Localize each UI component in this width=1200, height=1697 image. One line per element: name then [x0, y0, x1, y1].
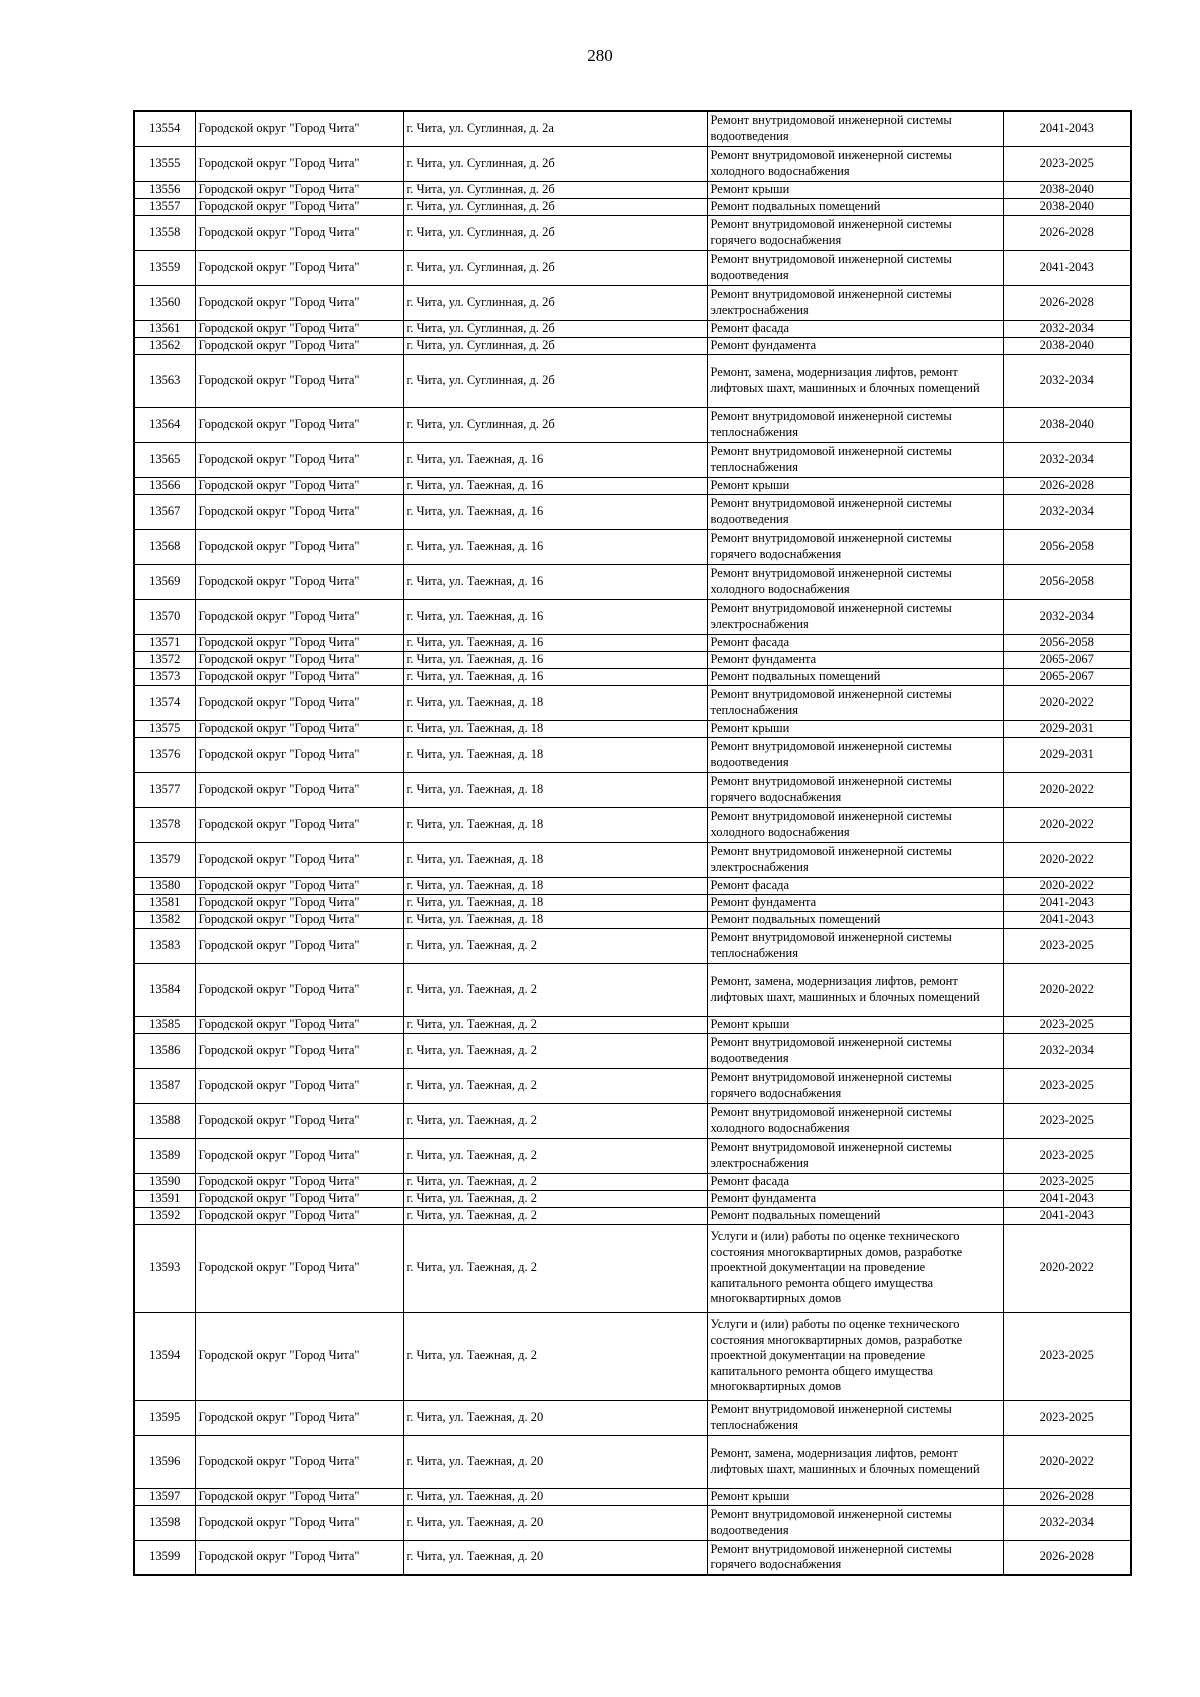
row-number-cell: 13588: [134, 1103, 195, 1138]
municipality-cell: Городской округ "Город Чита": [195, 494, 403, 529]
table-row: [134, 963, 1131, 1016]
row-number-cell: 13566: [134, 477, 195, 494]
row-number-cell: 13596: [134, 1435, 195, 1488]
table-row: [134, 337, 1131, 354]
table-row: [134, 668, 1131, 685]
planned-years-cell: 2041-2043: [1003, 1190, 1131, 1207]
row-number-cell: 13597: [134, 1488, 195, 1505]
work-type-cell: Ремонт крыши: [707, 720, 1003, 737]
planned-years-cell: 2026-2028: [1003, 1488, 1131, 1505]
work-type-cell: Ремонт внутридомовой инженерной системы электроснабжения: [707, 285, 1003, 320]
planned-years-cell: 2020-2022: [1003, 1435, 1131, 1488]
planned-years-cell: 2038-2040: [1003, 337, 1131, 354]
table-row: [134, 1400, 1131, 1435]
work-type-cell: Ремонт внутридомовой инженерной системы горячего водоснабжения: [707, 1068, 1003, 1103]
table-row: [134, 181, 1131, 198]
work-type-cell: Ремонт внутридомовой инженерной системы горячего водоснабжения: [707, 215, 1003, 250]
planned-years-cell: 2041-2043: [1003, 111, 1131, 146]
table-row: [134, 215, 1131, 250]
planned-years-cell: 2020-2022: [1003, 685, 1131, 720]
municipality-cell: Городской округ "Город Чита": [195, 477, 403, 494]
work-type-cell: Ремонт внутридомовой инженерной системы теплоснабжения: [707, 442, 1003, 477]
address-cell: г. Чита, ул. Таежная, д. 2: [403, 1312, 707, 1400]
municipality-cell: Городской округ "Город Чита": [195, 1435, 403, 1488]
municipality-cell: Городской округ "Город Чита": [195, 198, 403, 215]
planned-years-cell: 2023-2025: [1003, 1400, 1131, 1435]
address-cell: г. Чита, ул. Таежная, д. 18: [403, 737, 707, 772]
address-cell: г. Чита, ул. Таежная, д. 16: [403, 651, 707, 668]
planned-years-cell: 2032-2034: [1003, 494, 1131, 529]
row-number-cell: 13565: [134, 442, 195, 477]
address-cell: г. Чита, ул. Таежная, д. 18: [403, 842, 707, 877]
row-number-cell: 13561: [134, 320, 195, 337]
table-body: [134, 111, 1131, 1575]
work-type-cell: Ремонт крыши: [707, 1016, 1003, 1033]
work-type-cell: Ремонт внутридомовой инженерной системы горячего водоснабжения: [707, 772, 1003, 807]
municipality-cell: Городской округ "Город Чита": [195, 1207, 403, 1224]
planned-years-cell: 2038-2040: [1003, 198, 1131, 215]
planned-years-cell: 2065-2067: [1003, 651, 1131, 668]
work-type-cell: Ремонт внутридомовой инженерной системы холодного водоснабжения: [707, 146, 1003, 181]
work-type-cell: Ремонт внутридомовой инженерной системы электроснабжения: [707, 1138, 1003, 1173]
municipality-cell: Городской округ "Город Чита": [195, 442, 403, 477]
row-number-cell: 13580: [134, 877, 195, 894]
address-cell: г. Чита, ул. Таежная, д. 20: [403, 1540, 707, 1575]
row-number-cell: 13599: [134, 1540, 195, 1575]
table-row: [134, 285, 1131, 320]
row-number-cell: 13584: [134, 963, 195, 1016]
table-row: [134, 1173, 1131, 1190]
address-cell: г. Чита, ул. Суглинная, д. 2б: [403, 198, 707, 215]
municipality-cell: Городской округ "Город Чита": [195, 928, 403, 963]
planned-years-cell: 2023-2025: [1003, 1068, 1131, 1103]
table-row: [134, 1207, 1131, 1224]
table-row: [134, 1312, 1131, 1400]
address-cell: г. Чита, ул. Таежная, д. 20: [403, 1435, 707, 1488]
table-row: [134, 354, 1131, 407]
municipality-cell: Городской округ "Город Чита": [195, 564, 403, 599]
work-type-cell: Ремонт внутридомовой инженерной системы водоотведения: [707, 494, 1003, 529]
row-number-cell: 13573: [134, 668, 195, 685]
table-row: [134, 894, 1131, 911]
work-type-cell: Ремонт подвальных помещений: [707, 1207, 1003, 1224]
work-type-cell: Ремонт внутридомовой инженерной системы горячего водоснабжения: [707, 1540, 1003, 1575]
row-number-cell: 13590: [134, 1173, 195, 1190]
planned-years-cell: 2038-2040: [1003, 181, 1131, 198]
work-type-cell: Ремонт внутридомовой инженерной системы холодного водоснабжения: [707, 564, 1003, 599]
municipality-cell: Городской округ "Город Чита": [195, 963, 403, 1016]
row-number-cell: 13589: [134, 1138, 195, 1173]
table-row: [134, 634, 1131, 651]
planned-years-cell: 2041-2043: [1003, 1207, 1131, 1224]
planned-years-cell: 2038-2040: [1003, 407, 1131, 442]
municipality-cell: Городской округ "Город Чита": [195, 1224, 403, 1312]
municipality-cell: Городской округ "Город Чита": [195, 215, 403, 250]
work-type-cell: Ремонт внутридомовой инженерной системы водоотведения: [707, 1033, 1003, 1068]
table-row: [134, 651, 1131, 668]
work-type-cell: Ремонт фасада: [707, 634, 1003, 651]
planned-years-cell: 2020-2022: [1003, 963, 1131, 1016]
planned-years-cell: 2023-2025: [1003, 1103, 1131, 1138]
row-number-cell: 13578: [134, 807, 195, 842]
address-cell: г. Чита, ул. Таежная, д. 2: [403, 1016, 707, 1033]
address-cell: г. Чита, ул. Таежная, д. 16: [403, 442, 707, 477]
address-cell: г. Чита, ул. Таежная, д. 18: [403, 894, 707, 911]
row-number-cell: 13564: [134, 407, 195, 442]
table-row: [134, 842, 1131, 877]
work-type-cell: Ремонт, замена, модернизация лифтов, ремонт лифтовых шахт, машинных и блочных помещений: [707, 1435, 1003, 1488]
table-row: [134, 1103, 1131, 1138]
work-type-cell: Ремонт внутридомовой инженерной системы водоотведения: [707, 250, 1003, 285]
table-row: [134, 320, 1131, 337]
row-number-cell: 13595: [134, 1400, 195, 1435]
address-cell: г. Чита, ул. Таежная, д. 18: [403, 911, 707, 928]
row-number-cell: 13583: [134, 928, 195, 963]
work-type-cell: Ремонт внутридомовой инженерной системы холодного водоснабжения: [707, 1103, 1003, 1138]
row-number-cell: 13591: [134, 1190, 195, 1207]
municipality-cell: Городской округ "Город Чита": [195, 250, 403, 285]
table-row: [134, 1138, 1131, 1173]
municipality-cell: Городской округ "Город Чита": [195, 181, 403, 198]
municipality-cell: Городской округ "Город Чита": [195, 285, 403, 320]
municipality-cell: Городской округ "Город Чита": [195, 737, 403, 772]
address-cell: г. Чита, ул. Таежная, д. 2: [403, 1033, 707, 1068]
row-number-cell: 13594: [134, 1312, 195, 1400]
work-type-cell: Ремонт фундамента: [707, 1190, 1003, 1207]
address-cell: г. Чита, ул. Таежная, д. 16: [403, 529, 707, 564]
address-cell: г. Чита, ул. Таежная, д. 2: [403, 1138, 707, 1173]
planned-years-cell: 2020-2022: [1003, 772, 1131, 807]
work-type-cell: Ремонт внутридомовой инженерной системы теплоснабжения: [707, 685, 1003, 720]
address-cell: г. Чита, ул. Суглинная, д. 2б: [403, 146, 707, 181]
address-cell: г. Чита, ул. Суглинная, д. 2б: [403, 215, 707, 250]
work-type-cell: Ремонт внутридомовой инженерной системы водоотведения: [707, 737, 1003, 772]
municipality-cell: Городской округ "Город Чита": [195, 407, 403, 442]
table-row: [134, 564, 1131, 599]
work-type-cell: Ремонт внутридомовой инженерной системы теплоснабжения: [707, 1400, 1003, 1435]
address-cell: г. Чита, ул. Таежная, д. 20: [403, 1488, 707, 1505]
repair-schedule-table: [133, 110, 1132, 1576]
address-cell: г. Чита, ул. Суглинная, д. 2б: [403, 354, 707, 407]
address-cell: г. Чита, ул. Таежная, д. 18: [403, 807, 707, 842]
planned-years-cell: 2026-2028: [1003, 477, 1131, 494]
work-type-cell: Ремонт фундамента: [707, 337, 1003, 354]
work-type-cell: Ремонт внутридомовой инженерной системы водоотведения: [707, 1505, 1003, 1540]
work-type-cell: Ремонт фасада: [707, 1173, 1003, 1190]
row-number-cell: 13560: [134, 285, 195, 320]
planned-years-cell: 2029-2031: [1003, 720, 1131, 737]
row-number-cell: 13574: [134, 685, 195, 720]
work-type-cell: Ремонт крыши: [707, 181, 1003, 198]
municipality-cell: Городской округ "Город Чита": [195, 1068, 403, 1103]
planned-years-cell: 2020-2022: [1003, 807, 1131, 842]
row-number-cell: 13568: [134, 529, 195, 564]
address-cell: г. Чита, ул. Суглинная, д. 2б: [403, 337, 707, 354]
table-row: [134, 1540, 1131, 1575]
table-row: [134, 146, 1131, 181]
municipality-cell: Городской округ "Город Чита": [195, 842, 403, 877]
planned-years-cell: 2023-2025: [1003, 1312, 1131, 1400]
address-cell: г. Чита, ул. Таежная, д. 18: [403, 720, 707, 737]
row-number-cell: 13555: [134, 146, 195, 181]
planned-years-cell: 2032-2034: [1003, 1505, 1131, 1540]
work-type-cell: Ремонт внутридомовой инженерной системы холодного водоснабжения: [707, 807, 1003, 842]
address-cell: г. Чита, ул. Таежная, д. 2: [403, 1068, 707, 1103]
row-number-cell: 13585: [134, 1016, 195, 1033]
table-row: [134, 477, 1131, 494]
work-type-cell: Ремонт крыши: [707, 477, 1003, 494]
address-cell: г. Чита, ул. Таежная, д. 2: [403, 928, 707, 963]
planned-years-cell: 2056-2058: [1003, 529, 1131, 564]
address-cell: г. Чита, ул. Таежная, д. 16: [403, 564, 707, 599]
municipality-cell: Городской округ "Город Чита": [195, 1400, 403, 1435]
planned-years-cell: 2023-2025: [1003, 1016, 1131, 1033]
work-type-cell: Ремонт внутридомовой инженерной системы теплоснабжения: [707, 928, 1003, 963]
row-number-cell: 13592: [134, 1207, 195, 1224]
planned-years-cell: 2056-2058: [1003, 564, 1131, 599]
row-number-cell: 13557: [134, 198, 195, 215]
row-number-cell: 13567: [134, 494, 195, 529]
planned-years-cell: 2023-2025: [1003, 1138, 1131, 1173]
work-type-cell: Услуги и (или) работы по оценке технического состояния многоквартирных домов, разработке проектной документации на проведение капитального ремонта общего имущества многоквартирных домов: [707, 1312, 1003, 1400]
municipality-cell: Городской округ "Город Чита": [195, 1033, 403, 1068]
municipality-cell: Городской округ "Город Чита": [195, 529, 403, 564]
municipality-cell: Городской округ "Город Чита": [195, 1016, 403, 1033]
address-cell: г. Чита, ул. Таежная, д. 20: [403, 1400, 707, 1435]
municipality-cell: Городской округ "Город Чита": [195, 651, 403, 668]
municipality-cell: Городской округ "Город Чита": [195, 720, 403, 737]
work-type-cell: Ремонт внутридомовой инженерной системы водоотведения: [707, 111, 1003, 146]
work-type-cell: Ремонт внутридомовой инженерной системы электроснабжения: [707, 842, 1003, 877]
table-row: [134, 737, 1131, 772]
planned-years-cell: 2023-2025: [1003, 928, 1131, 963]
work-type-cell: Ремонт подвальных помещений: [707, 668, 1003, 685]
row-number-cell: 13587: [134, 1068, 195, 1103]
address-cell: г. Чита, ул. Таежная, д. 18: [403, 877, 707, 894]
planned-years-cell: 2056-2058: [1003, 634, 1131, 651]
row-number-cell: 13593: [134, 1224, 195, 1312]
table-row: [134, 1016, 1131, 1033]
row-number-cell: 13572: [134, 651, 195, 668]
address-cell: г. Чита, ул. Таежная, д. 16: [403, 494, 707, 529]
table-row: [134, 1033, 1131, 1068]
planned-years-cell: 2032-2034: [1003, 1033, 1131, 1068]
planned-years-cell: 2065-2067: [1003, 668, 1131, 685]
municipality-cell: Городской округ "Город Чита": [195, 634, 403, 651]
municipality-cell: Городской округ "Город Чита": [195, 685, 403, 720]
municipality-cell: Городской округ "Город Чита": [195, 772, 403, 807]
address-cell: г. Чита, ул. Таежная, д. 18: [403, 772, 707, 807]
address-cell: г. Чита, ул. Таежная, д. 2: [403, 1173, 707, 1190]
address-cell: г. Чита, ул. Суглинная, д. 2б: [403, 320, 707, 337]
address-cell: г. Чита, ул. Таежная, д. 2: [403, 1190, 707, 1207]
planned-years-cell: 2023-2025: [1003, 1173, 1131, 1190]
address-cell: г. Чита, ул. Таежная, д. 2: [403, 1207, 707, 1224]
row-number-cell: 13554: [134, 111, 195, 146]
planned-years-cell: 2041-2043: [1003, 894, 1131, 911]
table-row: [134, 928, 1131, 963]
municipality-cell: Городской округ "Город Чита": [195, 599, 403, 634]
municipality-cell: Городской округ "Город Чита": [195, 1173, 403, 1190]
row-number-cell: 13586: [134, 1033, 195, 1068]
work-type-cell: Ремонт фундамента: [707, 651, 1003, 668]
planned-years-cell: 2026-2028: [1003, 215, 1131, 250]
work-type-cell: Ремонт внутридомовой инженерной системы электроснабжения: [707, 599, 1003, 634]
row-number-cell: 13581: [134, 894, 195, 911]
planned-years-cell: 2026-2028: [1003, 1540, 1131, 1575]
row-number-cell: 13558: [134, 215, 195, 250]
planned-years-cell: 2020-2022: [1003, 877, 1131, 894]
row-number-cell: 13563: [134, 354, 195, 407]
row-number-cell: 13571: [134, 634, 195, 651]
table-row: [134, 250, 1131, 285]
work-type-cell: Ремонт фундамента: [707, 894, 1003, 911]
row-number-cell: 13576: [134, 737, 195, 772]
table-row: [134, 1488, 1131, 1505]
work-type-cell: Ремонт фасада: [707, 320, 1003, 337]
table-row: [134, 807, 1131, 842]
work-type-cell: Услуги и (или) работы по оценке технического состояния многоквартирных домов, разработке проектной документации на проведение капитального ремонта общего имущества многоквартирных домов: [707, 1224, 1003, 1312]
municipality-cell: Городской округ "Город Чита": [195, 320, 403, 337]
municipality-cell: Городской округ "Город Чита": [195, 877, 403, 894]
table-row: [134, 911, 1131, 928]
address-cell: г. Чита, ул. Таежная, д. 2: [403, 963, 707, 1016]
address-cell: г. Чита, ул. Суглинная, д. 2б: [403, 250, 707, 285]
table-row: [134, 1068, 1131, 1103]
municipality-cell: Городской округ "Город Чита": [195, 1103, 403, 1138]
table-row: [134, 198, 1131, 215]
address-cell: г. Чита, ул. Таежная, д. 16: [403, 634, 707, 651]
table-row: [134, 529, 1131, 564]
planned-years-cell: 2041-2043: [1003, 250, 1131, 285]
table-row: [134, 111, 1131, 146]
table-row: [134, 494, 1131, 529]
municipality-cell: Городской округ "Город Чита": [195, 1312, 403, 1400]
address-cell: г. Чита, ул. Суглинная, д. 2а: [403, 111, 707, 146]
planned-years-cell: 2026-2028: [1003, 285, 1131, 320]
planned-years-cell: 2029-2031: [1003, 737, 1131, 772]
municipality-cell: Городской округ "Город Чита": [195, 111, 403, 146]
planned-years-cell: 2041-2043: [1003, 911, 1131, 928]
table-row: [134, 1505, 1131, 1540]
row-number-cell: 13579: [134, 842, 195, 877]
row-number-cell: 13598: [134, 1505, 195, 1540]
row-number-cell: 13559: [134, 250, 195, 285]
planned-years-cell: 2032-2034: [1003, 442, 1131, 477]
planned-years-cell: 2032-2034: [1003, 320, 1131, 337]
table-row: [134, 442, 1131, 477]
row-number-cell: 13575: [134, 720, 195, 737]
planned-years-cell: 2032-2034: [1003, 599, 1131, 634]
table-row: [134, 599, 1131, 634]
row-number-cell: 13570: [134, 599, 195, 634]
address-cell: г. Чита, ул. Суглинная, д. 2б: [403, 181, 707, 198]
municipality-cell: Городской округ "Город Чита": [195, 1505, 403, 1540]
planned-years-cell: 2020-2022: [1003, 1224, 1131, 1312]
municipality-cell: Городской округ "Город Чита": [195, 911, 403, 928]
work-type-cell: Ремонт внутридомовой инженерной системы горячего водоснабжения: [707, 529, 1003, 564]
row-number-cell: 13556: [134, 181, 195, 198]
address-cell: г. Чита, ул. Таежная, д. 16: [403, 599, 707, 634]
row-number-cell: 13569: [134, 564, 195, 599]
table-row: [134, 1224, 1131, 1312]
table-row: [134, 407, 1131, 442]
address-cell: г. Чита, ул. Таежная, д. 20: [403, 1505, 707, 1540]
work-type-cell: Ремонт крыши: [707, 1488, 1003, 1505]
address-cell: г. Чита, ул. Таежная, д. 2: [403, 1103, 707, 1138]
municipality-cell: Городской округ "Город Чита": [195, 354, 403, 407]
table-row: [134, 1190, 1131, 1207]
municipality-cell: Городской округ "Город Чита": [195, 1138, 403, 1173]
municipality-cell: Городской округ "Город Чита": [195, 337, 403, 354]
address-cell: г. Чита, ул. Таежная, д. 16: [403, 477, 707, 494]
municipality-cell: Городской округ "Город Чита": [195, 807, 403, 842]
address-cell: г. Чита, ул. Суглинная, д. 2б: [403, 285, 707, 320]
planned-years-cell: 2032-2034: [1003, 354, 1131, 407]
work-type-cell: Ремонт внутридомовой инженерной системы теплоснабжения: [707, 407, 1003, 442]
work-type-cell: Ремонт подвальных помещений: [707, 911, 1003, 928]
address-cell: г. Чита, ул. Таежная, д. 2: [403, 1224, 707, 1312]
row-number-cell: 13582: [134, 911, 195, 928]
table-row: [134, 685, 1131, 720]
table-row: [134, 877, 1131, 894]
table-row: [134, 772, 1131, 807]
address-cell: г. Чита, ул. Таежная, д. 18: [403, 685, 707, 720]
work-type-cell: Ремонт, замена, модернизация лифтов, ремонт лифтовых шахт, машинных и блочных помещений: [707, 354, 1003, 407]
municipality-cell: Городской округ "Город Чита": [195, 1488, 403, 1505]
municipality-cell: Городской округ "Город Чита": [195, 1540, 403, 1575]
row-number-cell: 13562: [134, 337, 195, 354]
municipality-cell: Городской округ "Город Чита": [195, 146, 403, 181]
page-number: 280: [587, 46, 613, 65]
planned-years-cell: 2023-2025: [1003, 146, 1131, 181]
table-row: [134, 1435, 1131, 1488]
work-type-cell: Ремонт подвальных помещений: [707, 198, 1003, 215]
municipality-cell: Городской округ "Город Чита": [195, 894, 403, 911]
row-number-cell: 13577: [134, 772, 195, 807]
address-cell: г. Чита, ул. Суглинная, д. 2б: [403, 407, 707, 442]
municipality-cell: Городской округ "Город Чита": [195, 668, 403, 685]
planned-years-cell: 2020-2022: [1003, 842, 1131, 877]
table-row: [134, 720, 1131, 737]
work-type-cell: Ремонт, замена, модернизация лифтов, ремонт лифтовых шахт, машинных и блочных помещений: [707, 963, 1003, 1016]
work-type-cell: Ремонт фасада: [707, 877, 1003, 894]
address-cell: г. Чита, ул. Таежная, д. 16: [403, 668, 707, 685]
municipality-cell: Городской округ "Город Чита": [195, 1190, 403, 1207]
